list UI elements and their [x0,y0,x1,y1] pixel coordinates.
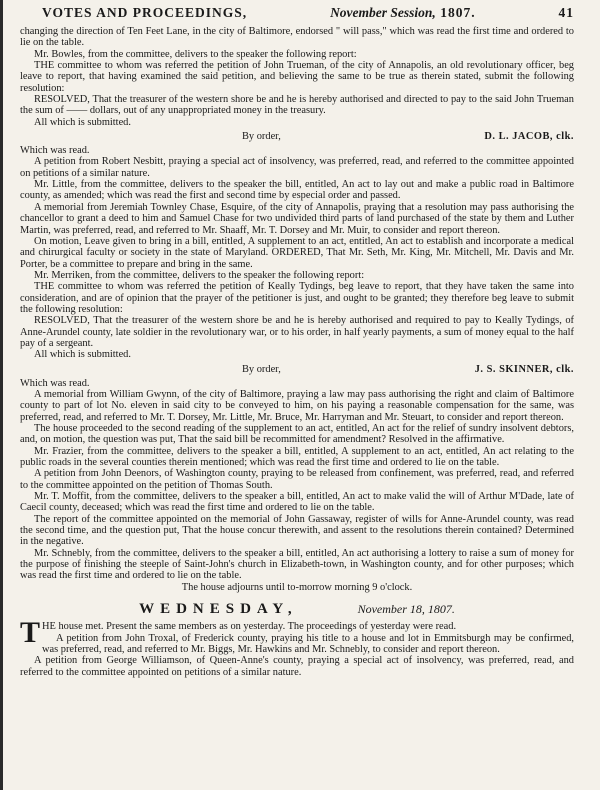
paragraph: Mr. T. Moffit, from the committee, delivers to the speaker a bill, entitled, An act to make valid the will of Arthur M'Dade, late of Caecil county, deceased; which was read the first time and ordered to lie on the table. [20,491,574,514]
day-heading [20,600,574,618]
running-header [42,4,574,22]
paragraph: All which is submitted. [34,116,131,128]
paragraph: The report of the committee appointed on the memorial of John Gassaway, register of wills for Anne-Arundel county, was read the second time, and the question put, That the house concur therewith, and assent to the resolutions therein contained? Determined in the negative. [20,513,574,548]
paragraph: A petition from John Troxal, of Frederick county, praying his title to a house and lot in Emmitsburgh may be confirmed, was preferred, read, and referred to Mr. Biggs, Mr. Hawkins and Mr. Schnebly, to consider and report thereon. [42,632,574,655]
paragraph: A memorial from Jeremiah Townley Chase, Esquire, of the city of Annapolis, praying that a resolution may pass authorising the chancellor to grant a deed to him and Samuel Chase for two undivided third parts of land purchased of the state by them and Luther Martin, was preferred, read, and referred to Mr. Shaaff, Mr. T. Dorsey and Mr. Muir, to consider and report thereon. [20,201,574,236]
header-session: November Session, [330,5,436,20]
page-edge [0,0,3,790]
clerk-name: J. S. SKINNER, clk. [474,363,574,375]
paragraph: THE committee to whom was referred the petition of John Trueman, of the city of Annapolis, an old revolutionary officer, beg leave to report, that having examined the said petition, and believing the same to be true as therein stated, submit the following resolution: [20,60,574,94]
paragraph: Mr. Merriken, from the committee, delivers to the speaker the following report: [34,269,365,281]
header-title: VOTES AND PROCEEDINGS, [42,5,248,20]
paragraph: Mr. Schnebly, from the committee, delivers to the speaker a bill, entitled, An act authorising a lottery to raise a sum of money for the purpose of finishing the steeple of Saint-John's church in Elizabeth-town, in Washington county, and for other purposes; which was read the first time and ordered to lie on the table. [20,547,574,582]
paragraph: RESOLVED, That the treasurer of the western shore be and he is hereby authorised and directed to pay to the said John Trueman the sum of —— dollars, out of any unappropriated money in the treasury. [20,94,574,117]
drop-cap: T [20,616,41,650]
clerk-name: D. L. JACOB, clk. [484,131,574,143]
paragraph: Mr. Frazier, from the committee, delivers to the speaker a bill, entitled, A supplement to an act, entitled, An act relating to the public roads in the several counties therein mentioned; which was read the first time and ordered to lie on the table. [20,445,574,469]
signature-block [20,131,574,143]
opening-text: HE house met. Present the same members as on yesterday. The proceedings of yesterday were read. [42,621,457,633]
day-name: WEDNESDAY, [139,601,298,618]
paragraph: A petition from John Deenors, of Washington county, praying to be released from confinement, was preferred, read, and referred to the committee appointed on the petition of Thomas South. [20,468,574,491]
day-date: November 18, 1807. [357,602,455,617]
by-order-text: By order, [242,363,281,375]
paragraph: On motion, Leave given to bring in a bill, entitled, A supplement to an act, entitled, An act to establish and incorporate a medical and chirurgical faculty or society in the state of Maryland. ORDERED, That Mr. Seth, Mr. King, Mr. Mitchell, Mr. Davis and Mr. Porter, be a committee to prepare and bring in the same. [20,235,574,270]
paragraph: Which was read. [20,145,90,157]
header-year: 1807. [440,5,476,20]
paragraph: Which was read. [20,377,90,389]
page-number: 41 [558,5,574,20]
signature-block [20,364,574,376]
adjournment-line: The house adjourns until to-morrow morning 9 o'clock. [181,581,413,593]
paragraph: All which is submitted. [34,349,131,361]
paragraph: Mr. Bowles, from the committee, delivers to the speaker the following report: [34,48,357,60]
paragraph: The house proceeded to the second reading of the supplement to an act, entitled, An act for the relief of sundry insolvent debtors, and, on motion, the question was put, That the said bill be recommitted for amendment? Resolved in the affirmative. [20,423,574,446]
paragraph: Mr. Little, from the committee, delivers to the speaker the bill, entitled, An act to lay out and make a public road in Baltimore county, as amended; which was read the first and second time by especial order and passed. [20,179,574,202]
paragraph: THE committee to whom was referred the petition of Keally Tydings, beg leave to report, that they have taken the same into consideration, and are of opinion that the prayer of the petitioner is just, and ought to be granted; they therefore beg leave to submit the following resolution: [20,281,574,315]
paragraph: RESOLVED, That the treasurer of the western shore be and he is hereby authorised and required to pay to Keally Tydings, of Anne-Arundel county, late soldier in the revolutionary war, or to his order, in half yearly payments, a sum of money equal to the half pay of a sergeant. [20,315,574,349]
paragraph: A petition from George Williamson, of Queen-Anne's county, praying a special act of insolvency, was preferred, read, and referred to the committee appointed on petitions of a similar nature. [20,655,574,678]
by-order-text: By order, [242,131,281,143]
paragraph: A memorial from William Gwynn, of the city of Baltimore, praying a law may pass authorising the right and claim of Baltimore county to part of lot No. eleven in said city to be conveyed to him, on his paying a reasonable compensation for the same, was preferred, read, and referred to Mr. T. Dorsey, Mr. Little, Mr. Bruce, Mr. Harryman and Mr. Steuart, to consider and report thereon. [20,388,574,423]
paragraph: A petition from Robert Nesbitt, praying a special act of insolvency, was preferred, read, and referred to the committee appointed on petitions of a similar nature. [20,156,574,179]
paragraph: changing the direction of Ten Feet Lane, in the city of Baltimore, endorsed " will pass," which was read the first time and ordered to lie on the table. [20,26,574,49]
